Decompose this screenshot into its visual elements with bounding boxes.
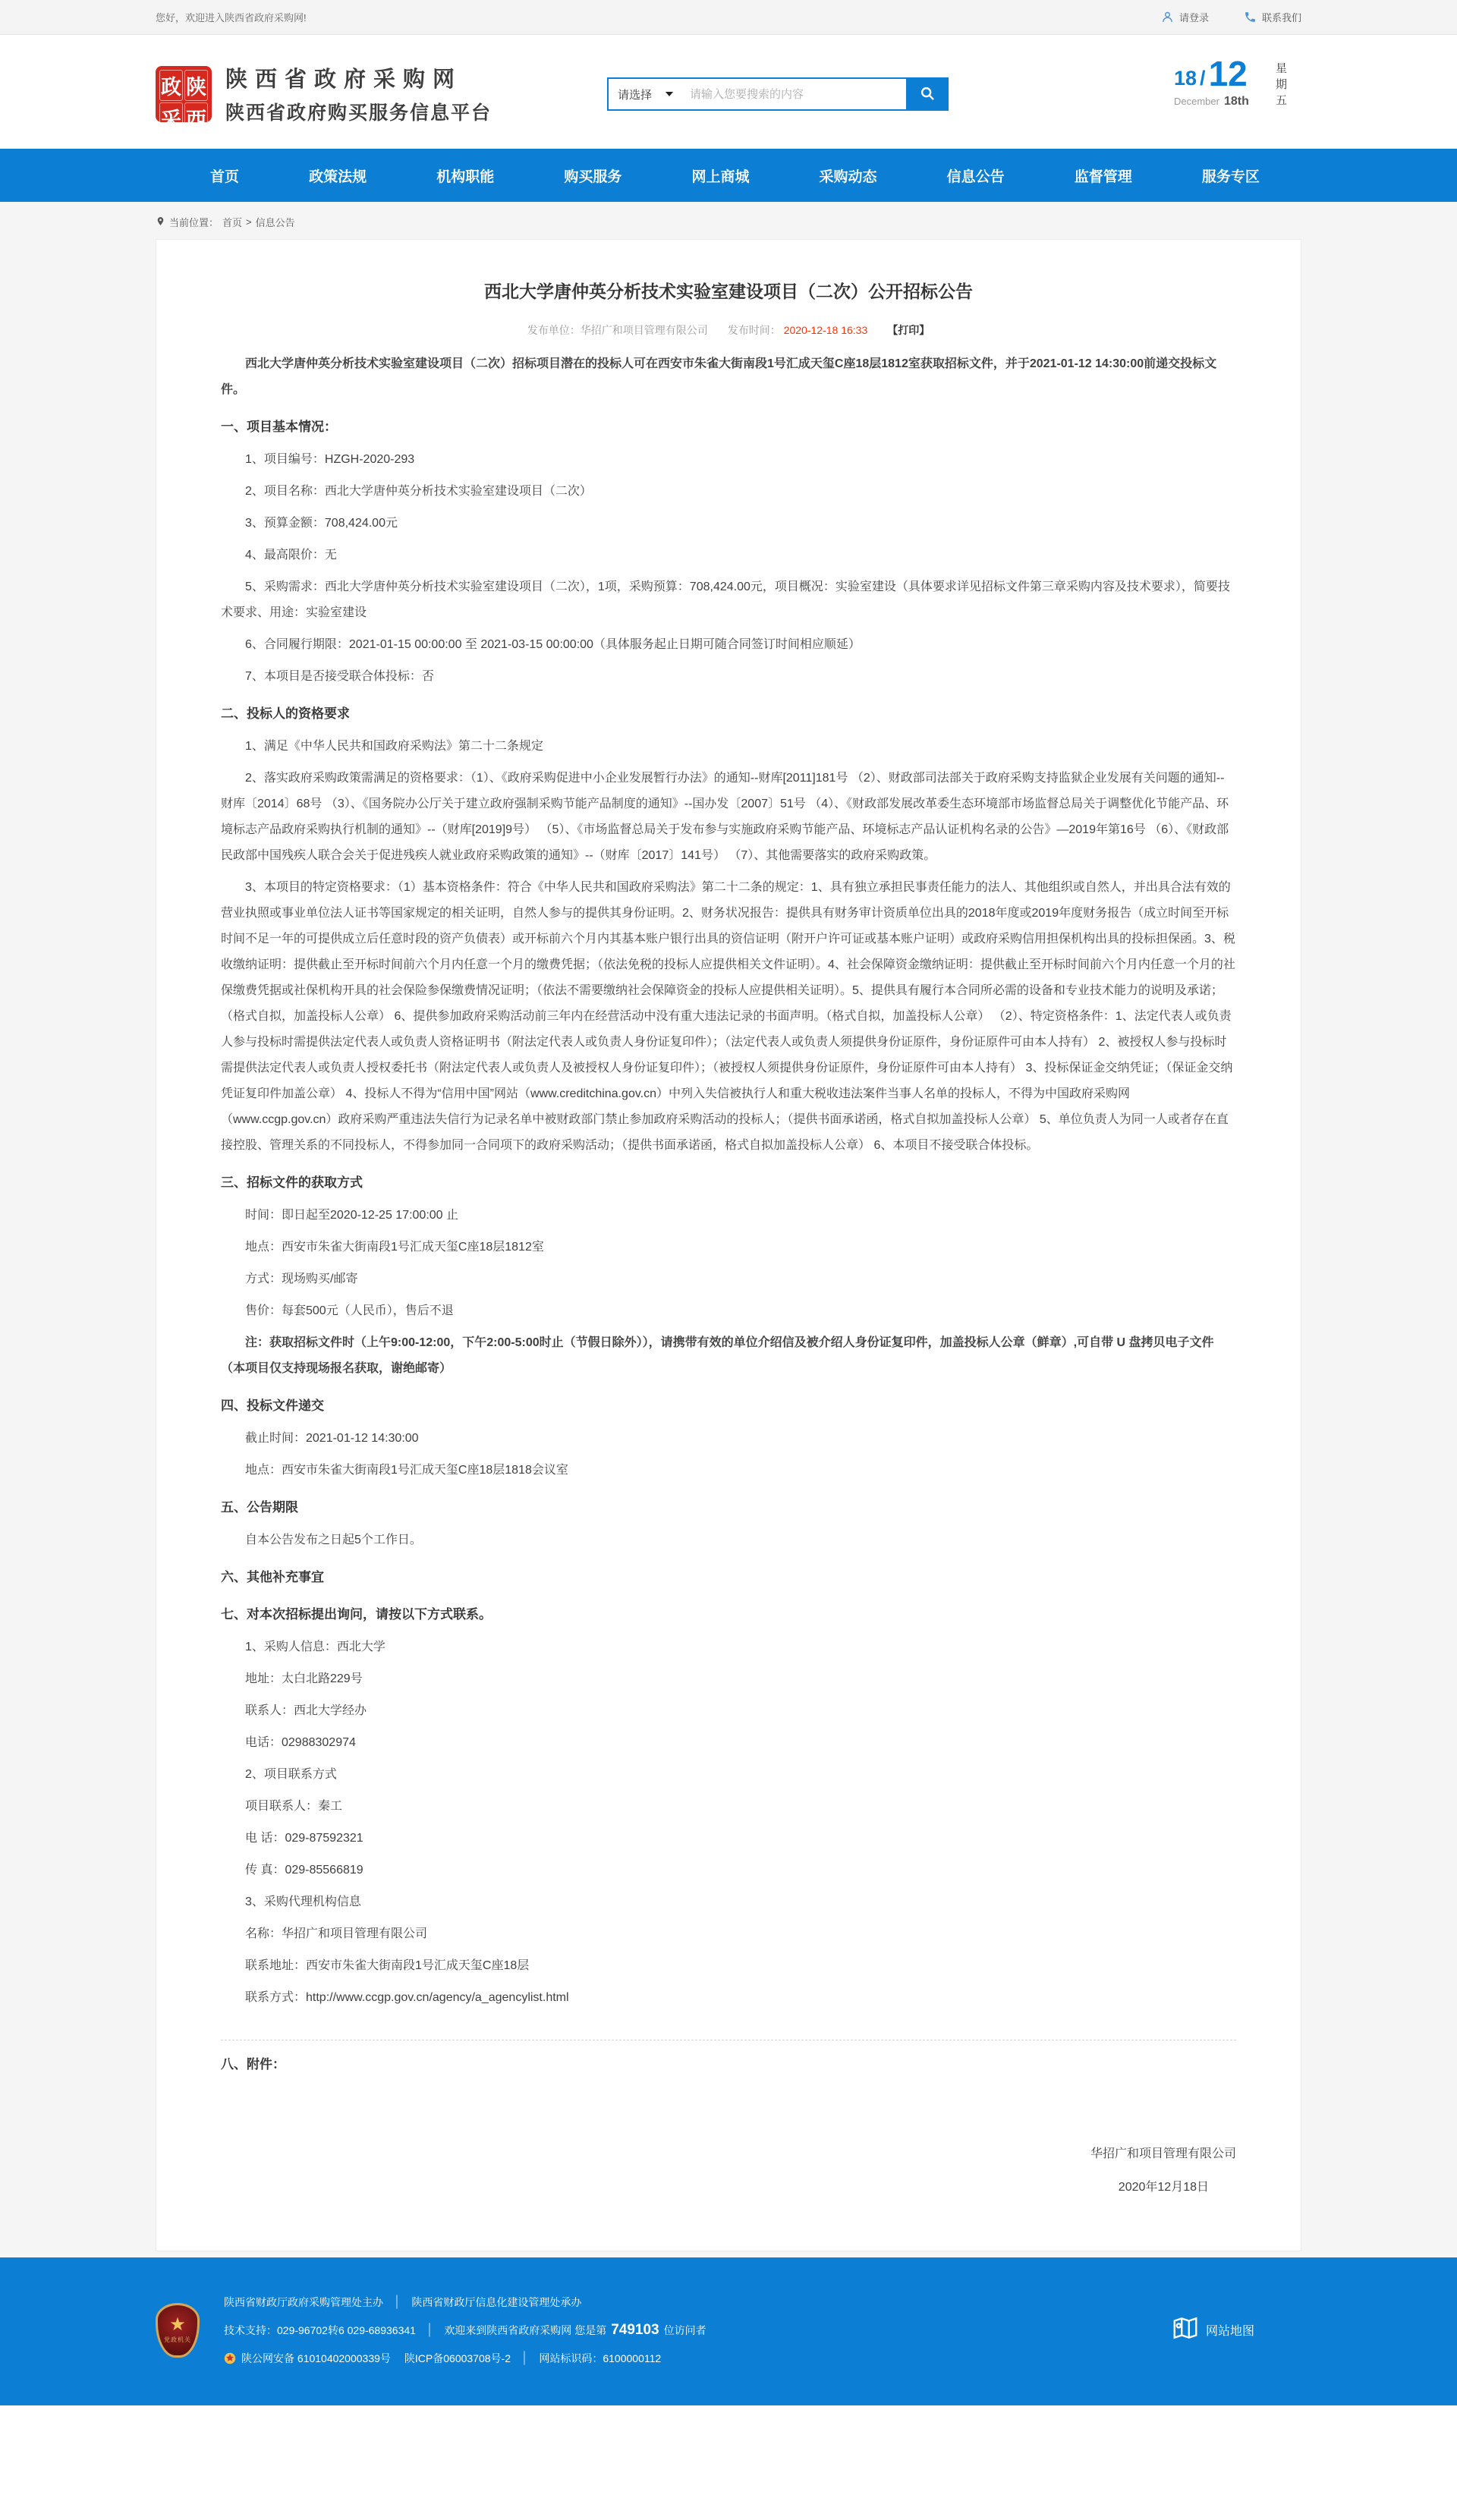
sitemap-label: 网站地图	[1205, 2325, 1254, 2338]
publisher-label: 发布单位：	[527, 324, 581, 336]
article-paragraph: 电话：02988302974	[245, 1736, 356, 1749]
footer-separator: │	[426, 2323, 434, 2336]
footer-beian-icp[interactable]: 陕ICP备06003708号-2	[404, 2352, 511, 2364]
section-heading: 五、公告期限	[221, 1500, 298, 1515]
date-month: 12	[1208, 54, 1248, 93]
article-paragraph: 名称：华招广和项目管理有限公司	[245, 1927, 428, 1940]
article-paragraph: 地址：太白北路229号	[245, 1672, 363, 1685]
site-subtitle: 陕西省政府购买服务信息平台	[225, 102, 492, 124]
logo-seal	[156, 66, 212, 131]
chevron-down-icon	[666, 92, 673, 96]
seal-char: 陕	[184, 70, 208, 101]
article-paragraph: 地点：西安市朱雀大街南段1号汇成天玺C座18层1812室	[245, 1241, 544, 1254]
contact-label: 联系我们	[1261, 12, 1301, 24]
nav-item-5[interactable]: 采购动态	[819, 168, 877, 185]
main-nav	[156, 149, 1301, 202]
article-paragraph: 自本公告发布之日起5个工作日。	[245, 1534, 422, 1546]
footer	[0, 2257, 1457, 2405]
date-slash: /	[1200, 67, 1206, 90]
breadcrumb-home[interactable]: 首页	[222, 217, 243, 228]
seal-char: 西	[184, 102, 208, 134]
nav-item-1[interactable]: 政策法规	[309, 168, 367, 185]
login-label: 请登录	[1179, 12, 1209, 24]
main-nav-bar	[0, 149, 1457, 202]
article-paragraph: 地点：西安市朱雀大街南段1号汇成天玺C座18层1818会议室	[245, 1464, 568, 1477]
footer-site-code: 网站标识码：6100000112	[539, 2352, 662, 2364]
article-paragraph: 西北大学唐仲英分析技术实验室建设项目（二次）招标项目潜在的投标人可在西安市朱雀大街南段1号汇成天玺C座18层1812室获取招标文件，并于2021-01-12 14:30:00前递交投标文件。	[221, 357, 1217, 396]
signature-line: 2020年12月18日	[1118, 2181, 1209, 2194]
article-meta	[221, 322, 1236, 338]
sitemap-link[interactable]	[1171, 2314, 1254, 2346]
article-paragraph: 1、满足《中华人民共和国政府采购法》第二十二条规定	[245, 740, 543, 753]
signature-line: 华招广和项目管理有限公司	[1090, 2147, 1236, 2160]
article-paragraph: 联系人：西北大学经办	[245, 1704, 367, 1717]
footer-visitor-suffix: 位访问者	[663, 2323, 706, 2336]
article-paragraph: 注：获取招标文件时（上午9:00-12:00，下午2:00-5:00时止（节假日除外）），请携带有效的单位介绍信及被介绍人身份证复印件，加盖投标人公章（鲜章）,可自带 U 盘拷贝电子文件（本项目仅支持现场报名获取，谢绝邮寄）	[221, 1336, 1214, 1375]
footer-tech-support: 技术支持：029-96702转6 029-68936341	[224, 2323, 416, 2336]
article-paragraph: 3、采购代理机构信息	[245, 1896, 361, 1908]
site-logo[interactable]	[156, 62, 492, 131]
header	[0, 35, 1457, 149]
nav-item-7[interactable]: 监督管理	[1074, 168, 1132, 185]
article-paragraph: 2、项目名称：西北大学唐仲英分析技术实验室建设项目（二次）	[245, 485, 592, 498]
phone-icon	[1244, 11, 1257, 24]
article-paragraph: 传 真：029-85566819	[245, 1864, 363, 1877]
article-paragraph: 方式：现场购买/邮寄	[245, 1273, 358, 1285]
section-heading: 八、附件：	[221, 2057, 285, 2072]
article-paragraph: 3、预算金额：708,424.00元	[245, 517, 398, 530]
footer-line-1	[224, 2288, 706, 2316]
breadcrumb-sep: >	[246, 216, 252, 228]
print-button[interactable]: 【打印】	[887, 324, 930, 336]
login-link[interactable]	[1161, 10, 1209, 24]
section-heading: 七、对本次招标提出询问，请按以下方式联系。	[221, 1607, 492, 1622]
nav-item-2[interactable]: 机构职能	[436, 168, 495, 185]
footer-cohost: 陕西省财政厅信息化建设管理处承办	[411, 2295, 582, 2308]
welcome-text: 您好，欢迎进入陕西省政府采购网!	[156, 12, 307, 24]
article-paragraph: 5、采购需求：西北大学唐仲英分析技术实验室建设项目（二次），1项，采购预算：708,424.00元，项目概况：实验室建设（具体要求详见招标文件第三章采购内容及技术要求），简要技术要求、用途：实验室建设	[221, 580, 1230, 619]
page-title: 西北大学唐仲英分析技术实验室建设项目（二次）公开招标公告	[484, 282, 973, 301]
map-icon	[1171, 2314, 1200, 2346]
article-paragraph: 3、本项目的特定资格要求：（1）基本资格条件：符合《中华人民共和国政府采购法》第二十二条的规定：1、具有独立承担民事责任能力的法人、其他组织或自然人，并出具合法有效的营业执照或事业单位法人证书等国家规定的相关证明，自然人参与的提供其身份证明。2、财务状况报告：提供具有财务审计资质单位出具的2018年度或2019年度财务报告（成立时间至开标时间不足一年的可提供成立后任意时段的资产负债表）或开标前六个月内其基本账户银行出具的资信证明（附开户许可证或基本账户证明）或政府采购信用担保机构出具的投标担保函。3、税收缴纳证明：提供截止至开标时间前六个月内任意一个月的缴费凭据；（依法免税的投标人应提供相关文件证明）。4、社会保障资金缴纳证明：提供截止至开标时间前六个月内任意一个月的社保缴费凭据或社保机构开具的社会保险参保缴费情况证明；（依法不需要缴纳社会保障资金的投标人应提供相关证明）。5、提供具有履行本合同所必需的设备和专业技术能力的说明及承诺；（格式自拟，加盖投标人公章） 6、提供参加政府采购活动前三年内在经营活动中没有重大违法记录的书面声明。（格式自拟，加盖投标人公章） （2）、特定资格条件：1、法定代表人或负责人参与投标时需提供法定代表人或负责人资格证明书（附法定代表人或负责人身份证复印件）；（法定代表人或负责人须提供身份证原件，身份证原件可由本人持有） 2、被授权人参与投标时需提供法定代表人或负责人授权委托书（附法定代表人或负责人及被授权人身份证复印件）；（被授权人须提供身份证原件，身份证原件可由本人持有） 3、投标保证金交纳凭证；（保证金交纳凭证复印件加盖公章） 4、投标人不得为“信用中国”网站（www.creditchina.gov.cn）中列入失信被执行人和重大税收违法案件当事人名单的投标人，不得为中国政府采购网（www.ccgp.gov.cn）政府采购严重违法失信行为记录名单中被财政部门禁止参加政府采购活动的投标人；（提供书面承诺函，格式自拟加盖投标人公章） 5、单位负责人为同一人或者存在直接控股、管理关系的不同投标人，不得参加同一合同项下的政府采购活动；（提供书面承诺函，格式自拟加盖投标人公章） 6、本项目不接受联合体投标。	[221, 881, 1235, 1152]
search-input[interactable]	[682, 79, 906, 109]
search-select-label: 请选择	[618, 88, 653, 102]
nav-item-8[interactable]: 服务专区	[1201, 168, 1260, 185]
article-paragraph: 截止时间：2021-01-12 14:30:00	[245, 1432, 419, 1445]
article-paragraph: 联系地址：西安市朱雀大街南段1号汇成天玺C座18层	[245, 1959, 530, 1972]
user-icon	[1161, 11, 1174, 24]
announcement-card	[156, 239, 1301, 2251]
emblem-star-icon: ★	[169, 2314, 186, 2335]
seal-char: 政	[159, 70, 183, 101]
topbar	[0, 0, 1457, 35]
nav-item-0[interactable]: 首页	[210, 168, 240, 185]
section-heading: 三、招标文件的获取方式	[221, 1175, 363, 1190]
publisher-value: 华招广和项目管理有限公司	[580, 324, 708, 336]
search-bar	[607, 77, 949, 111]
date-day: 18	[1174, 67, 1197, 90]
contact-link[interactable]	[1244, 10, 1301, 24]
breadcrumb-current: 信息公告	[255, 217, 295, 228]
article-paragraph: 1、项目编号：HZGH-2020-293	[245, 453, 415, 466]
breadcrumb-label: 当前位置：	[169, 217, 219, 228]
search-category-select[interactable]	[609, 79, 682, 109]
article-paragraph: 售价：每套500元（人民币），售后不退	[245, 1304, 454, 1317]
article-paragraph: 项目联系人：秦工	[245, 1800, 343, 1813]
footer-line-3	[224, 2344, 706, 2372]
article-paragraph: 4、最高限价：无	[245, 549, 337, 562]
footer-separator: │	[521, 2352, 529, 2364]
seal-char: 采	[159, 102, 183, 134]
section-heading: 一、项目基本情况：	[221, 420, 337, 434]
location-pin-icon	[156, 216, 165, 229]
visitor-count: 749103	[611, 2321, 659, 2338]
date-day-en: 18th	[1223, 95, 1249, 109]
article-body	[221, 351, 1236, 2201]
main-content	[0, 202, 1457, 2257]
publish-time-value: 2020-12-18 16:33	[783, 324, 868, 336]
article-paragraph: 7、本项目是否接受联合体投标：否	[245, 670, 434, 683]
article-paragraph: 2、落实政府采购政策需满足的资格要求：（1）、《政府采购促进中小企业发展暂行办法》的通知--财库[2011]181号 （2）、财政部司法部关于政府采购支持监狱企业发展有关问题的通知--财库〔2014〕68号 （3）、《国务院办公厅关于建立政府强制采购节能产品制度的通知》--国办发〔2007〕51号 （4）、《财政部发展改革委生态环境部市场监督总局关于调整优化节能产品、环境标志产品政府采购执行机制的通知》--（财库[2019]9号） （5）、《市场监督总局关于发布参与实施政府采购节能产品、环境标志产品认证机构名录的公告》—2019年第16号 （6）、《财政部民政部中国残疾人联合会关于促进残疾人就业政府采购政策的通知》--（财库〔2017〕141号） （7）、其他需要落实的政府采购政策。	[221, 772, 1229, 862]
site-name: 陕西省政府采购网	[225, 68, 463, 92]
government-emblem	[156, 2303, 200, 2358]
date-widget	[1174, 54, 1288, 109]
footer-beian-gongan[interactable]: 陕公网安备 61010402000339号	[241, 2352, 391, 2364]
article-paragraph: 电 话：029-87592321	[245, 1832, 363, 1845]
breadcrumb	[156, 202, 1301, 239]
nav-item-4[interactable]: 网上商城	[691, 168, 750, 185]
footer-visitor-prefix: 欢迎来到陕西省政府采购网 您是第	[444, 2323, 607, 2336]
section-heading: 二、投标人的资格要求	[221, 706, 350, 721]
date-weekday: 星期五	[1275, 62, 1287, 107]
nav-item-6[interactable]: 信息公告	[946, 168, 1005, 185]
footer-separator: │	[394, 2295, 401, 2308]
search-icon	[919, 85, 936, 104]
emblem-label: 党政机关	[164, 2336, 191, 2343]
section-heading: 六、其他补充事宜	[221, 1570, 324, 1584]
article-paragraph: 联系方式：http://www.ccgp.gov.cn/agency/a_agencylist.html	[245, 1991, 569, 2004]
search-button[interactable]	[906, 77, 949, 111]
nav-item-3[interactable]: 购买服务	[564, 168, 622, 185]
section-heading: 四、投标文件递交	[221, 1398, 324, 1413]
article-paragraph: 6、合同履行期限：2021-01-15 00:00:00 至 2021-03-15 00:00:00（具体服务起止日期可随合同签订时间相应顺延）	[245, 638, 861, 651]
footer-host: 陕西省财政厅政府采购管理处主办	[224, 2295, 383, 2308]
date-month-en: December	[1174, 96, 1219, 108]
footer-line-2	[224, 2316, 706, 2344]
article-paragraph: 2、项目联系方式	[245, 1768, 337, 1781]
police-badge-icon	[224, 2352, 236, 2364]
publish-time-label: 发布时间：	[727, 324, 781, 336]
article-paragraph: 时间：即日起至2020-12-25 17:00:00 止	[245, 1209, 459, 1222]
article-paragraph: 1、采购人信息：西北大学	[245, 1641, 385, 1653]
